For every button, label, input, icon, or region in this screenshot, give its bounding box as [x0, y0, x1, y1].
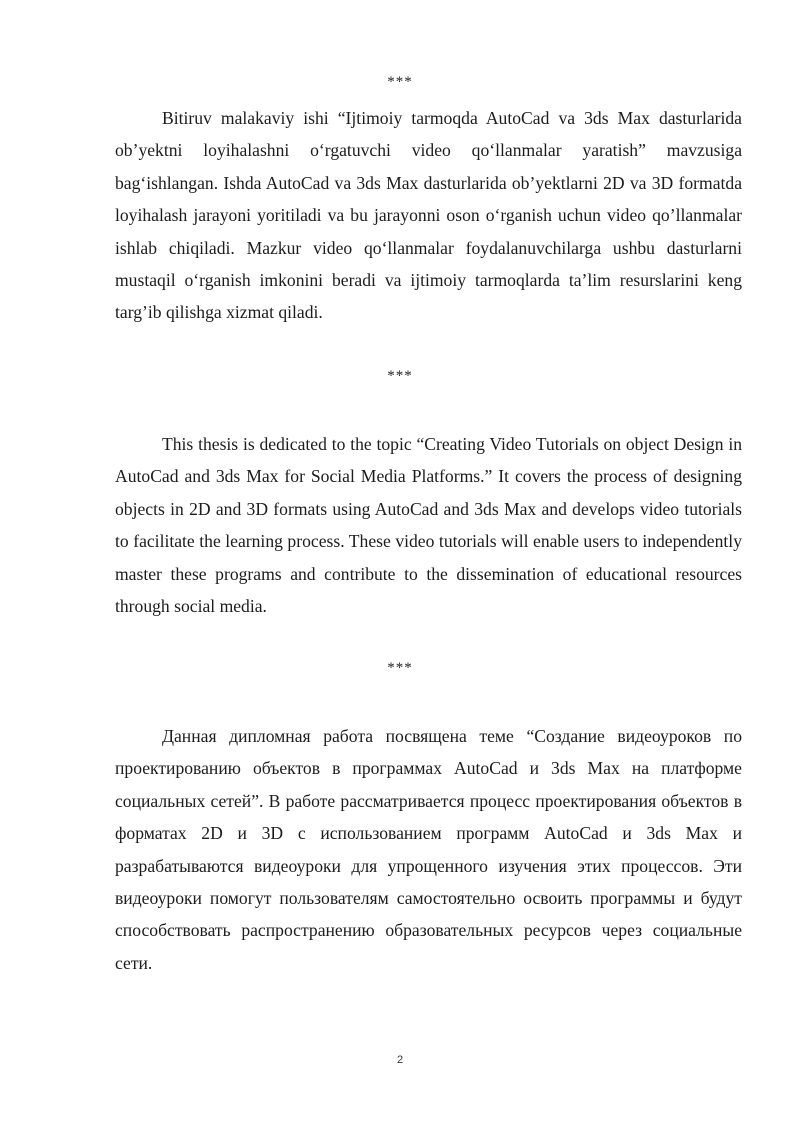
page-number: 2: [396, 1054, 404, 1066]
section-separator: ***: [387, 74, 413, 90]
abstract-uzbek: Bitiruv malakaviy ishi “Ijtimoiy tarmoqda AutoCad va 3ds Max dasturlarida ob’yektni loyihalashni o‘rgatuvchi video qo‘llanmalar yaratish” mavzusiga bag‘ishlangan. Ishda AutoCad va 3ds Max dasturlarida ob’yektlarni 2D va 3D formatda loyihalash jarayoni yoritiladi va bu jarayonni oson o‘rganish uchun video qo’llanmalar ishlab chiqiladi. Mazkur video qo‘llanmalar foydalanuvchilarga ushbu dasturlarni mustaqil o‘rganish imkonini beradi va ijtimoiy tarmoqlarda ta’lim resurslarini keng targ’ib qilishga xizmat qiladi.: [115, 108, 742, 323]
abstract-english: This thesis is dedicated to the topic “Creating Video Tutorials on object Design in AutoCad and 3ds Max for Social Media Platforms.” It covers the process of designing objects in 2D and 3D formats using AutoCad and 3ds Max and develops video tutorials to facilitate the learning process. These video tutorials will enable users to independently master these programs and contribute to the dissemination of educational resources through social media.: [115, 434, 742, 617]
section-separator: ***: [387, 660, 413, 676]
section-separator: ***: [387, 368, 413, 384]
abstract-russian: Данная дипломная работа посвящена теме “Создание видеоуроков по проектированию объектов в программах AutoCad и 3ds Max на платформе социальных сетей”. В работе рассматривается процесс проектирования объектов в форматах 2D и 3D с использованием программ AutoCad и 3ds Max и разрабатываются видеоуроки для упрощенного изучения этих процессов. Эти видеоуроки помогут пользователям самостоятельно освоить программы и будут способствовать распространению образовательных ресурсов через социальные сети.: [115, 726, 742, 973]
